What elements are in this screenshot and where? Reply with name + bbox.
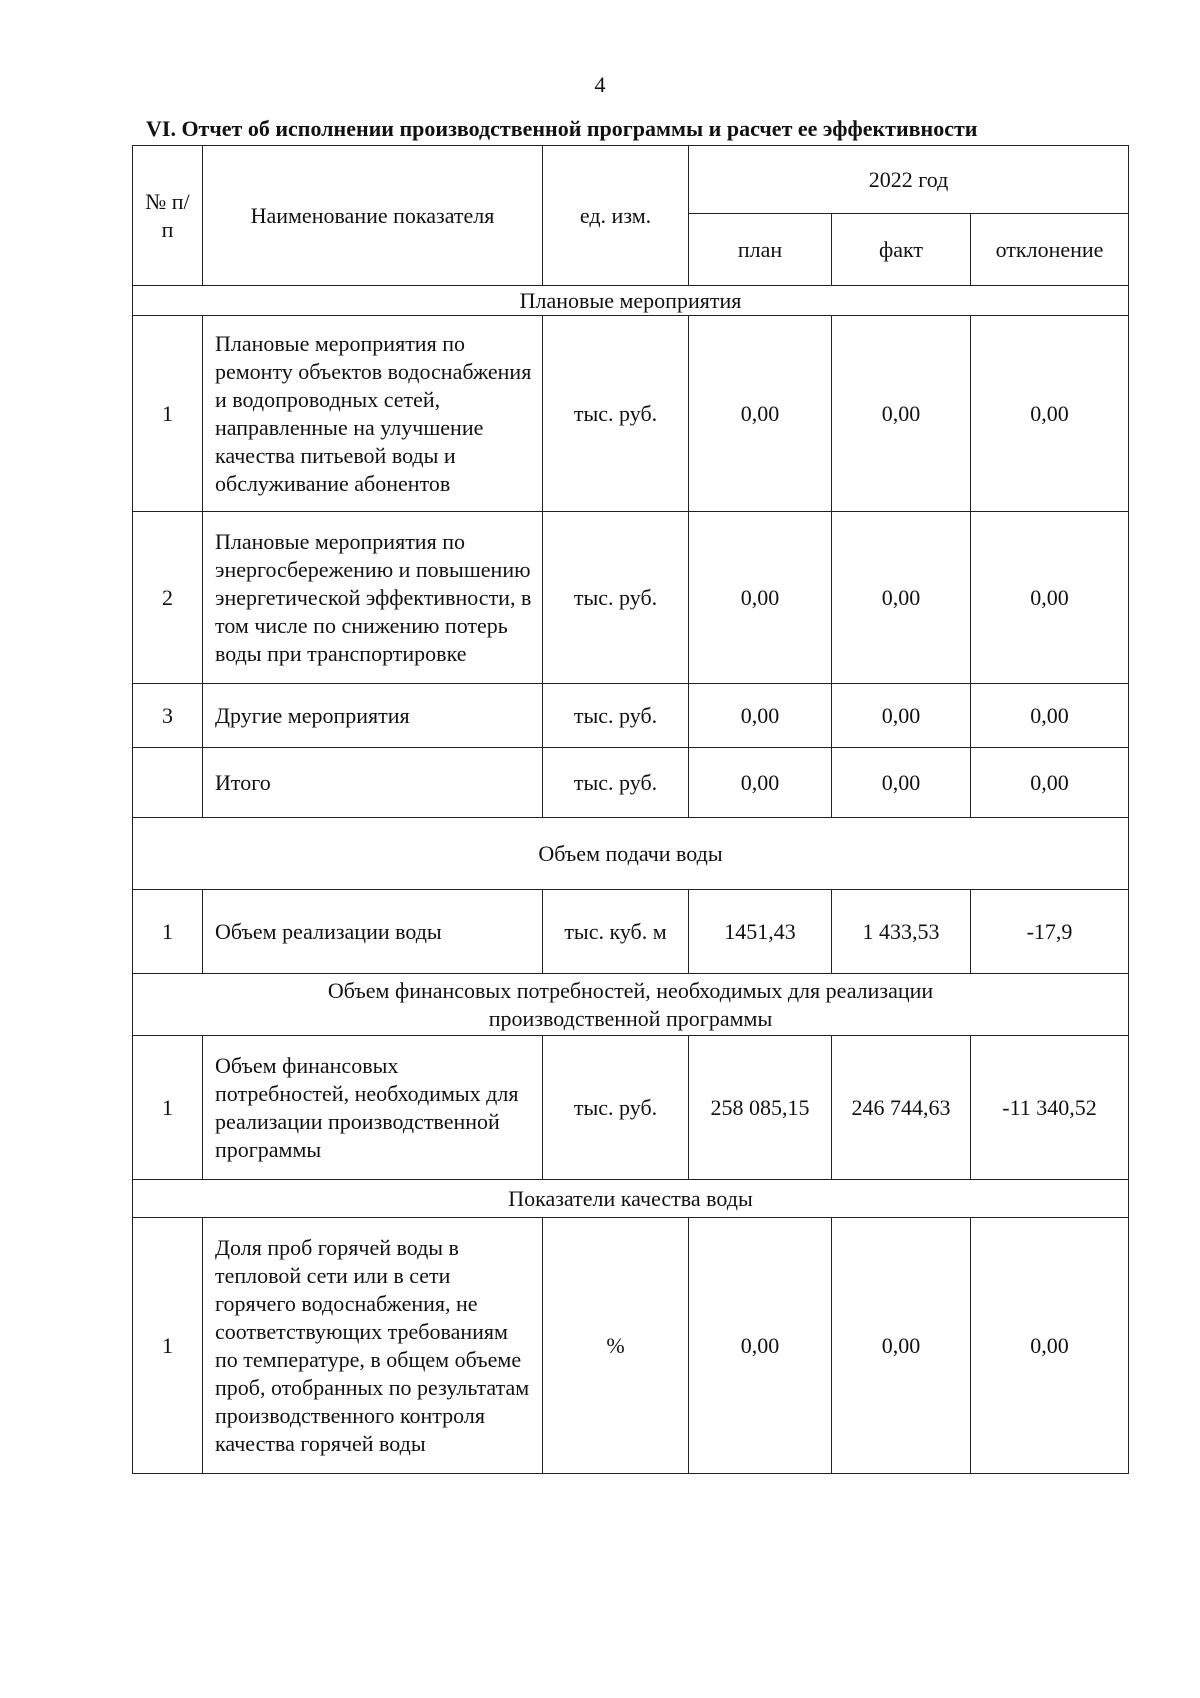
section-row bbox=[133, 1180, 1129, 1218]
cell-name: Доля проб горячей воды в тепловой сети или в сети горячего водоснабжения, не соответствующих требованиям по температуре, в общем объеме проб, отобранных по результатам производственного контроля качества горячей воды bbox=[203, 1218, 543, 1474]
cell-fact: 0,00 bbox=[832, 684, 971, 748]
table-row bbox=[133, 684, 1129, 748]
cell-num: 1 bbox=[133, 890, 203, 974]
cell-fact: 0,00 bbox=[832, 748, 971, 818]
section-row bbox=[133, 818, 1129, 890]
table-row bbox=[133, 748, 1129, 818]
header-fact: факт bbox=[832, 214, 971, 286]
cell-num: 1 bbox=[133, 316, 203, 512]
cell-fact: 0,00 bbox=[832, 1218, 971, 1474]
section-title-cell: Объем финансовых потребностей, необходимых для реализации производственной программы bbox=[133, 974, 1129, 1036]
cell-name: Объем финансовых потребностей, необходимых для реализации производственной программы bbox=[203, 1036, 543, 1180]
cell-plan: 0,00 bbox=[689, 684, 832, 748]
table-row bbox=[133, 1218, 1129, 1474]
cell-name: Другие мероприятия bbox=[203, 684, 543, 748]
cell-deviation: 0,00 bbox=[971, 748, 1129, 818]
header-num: № п/п bbox=[133, 146, 203, 286]
cell-name: Плановые мероприятия по ремонту объектов водоснабжения и водопроводных сетей, направленные на улучшение качества питьевой воды и обслуживание абонентов bbox=[203, 316, 543, 512]
cell-deviation: 0,00 bbox=[971, 684, 1129, 748]
cell-unit: тыс. руб. bbox=[543, 1036, 689, 1180]
cell-deviation: -17,9 bbox=[971, 890, 1129, 974]
cell-plan: 1451,43 bbox=[689, 890, 832, 974]
cell-fact: 0,00 bbox=[832, 512, 971, 684]
cell-fact: 1 433,53 bbox=[832, 890, 971, 974]
cell-fact: 0,00 bbox=[832, 316, 971, 512]
cell-num: 1 bbox=[133, 1036, 203, 1180]
cell-plan: 0,00 bbox=[689, 748, 832, 818]
cell-num: 3 bbox=[133, 684, 203, 748]
report-table bbox=[132, 145, 1129, 1474]
section-title-cell: Показатели качества воды bbox=[133, 1180, 1129, 1218]
header-row bbox=[133, 146, 1129, 214]
section-title: VI. Отчет об исполнении производственной программы и расчет ее эффективности bbox=[146, 116, 978, 141]
cell-plan: 0,00 bbox=[689, 1218, 832, 1474]
cell-plan: 0,00 bbox=[689, 316, 832, 512]
cell-plan: 0,00 bbox=[689, 512, 832, 684]
cell-unit: % bbox=[543, 1218, 689, 1474]
section-row bbox=[133, 286, 1129, 316]
cell-deviation: -11 340,52 bbox=[971, 1036, 1129, 1180]
section-title-cell: Плановые мероприятия bbox=[133, 286, 1129, 316]
cell-unit: тыс. руб. bbox=[543, 316, 689, 512]
header-unit: ед. изм. bbox=[543, 146, 689, 286]
cell-num: 2 bbox=[133, 512, 203, 684]
table-row bbox=[133, 512, 1129, 684]
cell-unit: тыс. руб. bbox=[543, 684, 689, 748]
cell-unit: тыс. руб. bbox=[543, 512, 689, 684]
header-name: Наименование показателя bbox=[203, 146, 543, 286]
cell-plan: 258 085,15 bbox=[689, 1036, 832, 1180]
cell-name: Объем реализации воды bbox=[203, 890, 543, 974]
cell-fact: 246 744,63 bbox=[832, 1036, 971, 1180]
cell-num bbox=[133, 748, 203, 818]
header-deviation: отклонение bbox=[971, 214, 1129, 286]
table-row bbox=[133, 316, 1129, 512]
cell-name: Итого bbox=[203, 748, 543, 818]
table-row bbox=[133, 890, 1129, 974]
table-row bbox=[133, 1036, 1129, 1180]
section-row bbox=[133, 974, 1129, 1036]
cell-deviation: 0,00 bbox=[971, 1218, 1129, 1474]
cell-deviation: 0,00 bbox=[971, 512, 1129, 684]
cell-unit: тыс. руб. bbox=[543, 748, 689, 818]
header-year: 2022 год bbox=[689, 146, 1129, 214]
cell-deviation: 0,00 bbox=[971, 316, 1129, 512]
cell-num: 1 bbox=[133, 1218, 203, 1474]
cell-name: Плановые мероприятия по энергосбережению и повышению энергетической эффективности, в том числе по снижению потерь воды при транспортировке bbox=[203, 512, 543, 684]
cell-unit: тыс. куб. м bbox=[543, 890, 689, 974]
header-plan: план bbox=[689, 214, 832, 286]
section-title-cell: Объем подачи воды bbox=[133, 818, 1129, 890]
page-number: 4 bbox=[594, 72, 606, 97]
